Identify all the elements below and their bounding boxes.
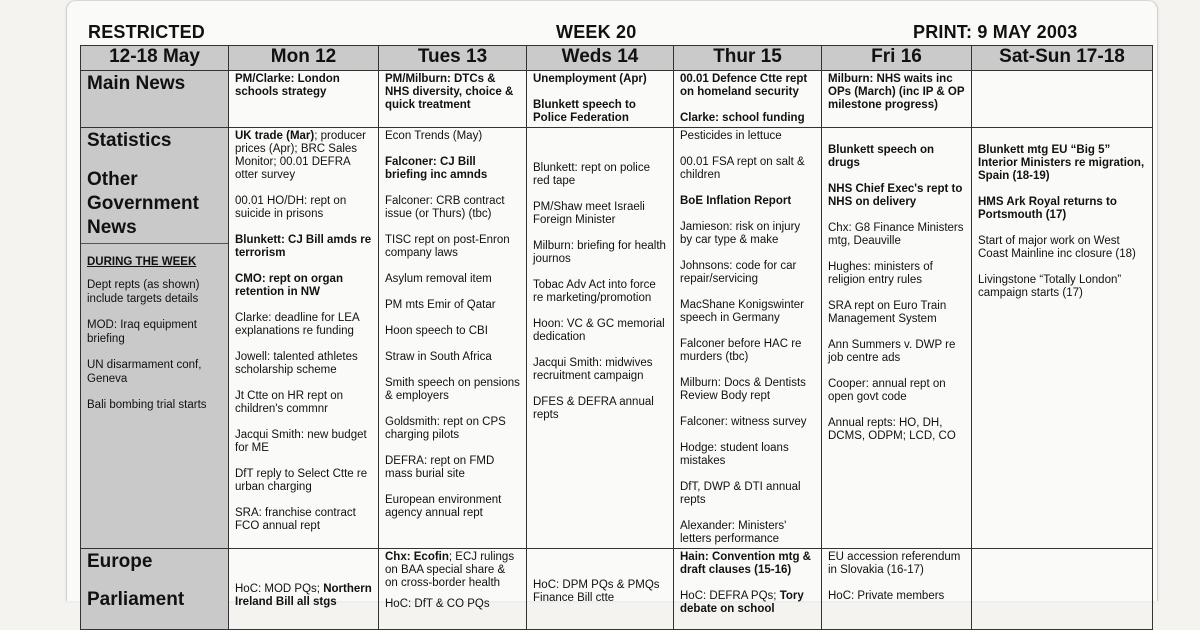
schedule-item-bold: Blunkett mtg EU “Big 5” Interior Ministers re migration, Spain (18-19) [978,144,1145,182]
schedule-item [235,507,372,533]
week-number: WEEK 20 [556,22,637,42]
body-sat-sun [972,128,1152,302]
col-header-week-range: 12-18 May [81,46,229,71]
schedule-item [828,261,965,287]
schedule-item-text: European environment agency annual rept [385,494,502,519]
schedule-item-text: Jacqui Smith: midwives recruitment campaign [533,357,653,382]
body-fri [822,128,971,445]
schedule-item-bold: Falconer: CJ Bill briefing inc amnds [385,156,488,181]
schedule-item-text: Annual repts: HO, DH, DCMS, ODPM; LCD, CO [828,417,956,442]
other-government-news-label: Other Government News [81,158,228,244]
schedule-item [978,274,1146,300]
schedule-item [978,144,1146,183]
col-header-fri: Fri 16 [822,46,972,71]
week-item: UN disarmament conf, Geneva [87,359,202,385]
header-row [81,46,1153,71]
col-header-tue: Tues 13 [379,46,527,71]
schedule-item [385,195,520,221]
schedule-item-bold: CMO: rept on organ retention in NW [235,273,343,298]
schedule-item [533,240,667,266]
parliament-fri: HoC: Private members [828,590,945,602]
parliament-label: Parliament [87,589,185,610]
schedule-item [828,222,965,248]
schedule-item [385,156,520,182]
schedule-item [533,201,667,227]
schedule-item [385,325,520,338]
weekly-grid [80,45,1153,630]
schedule-item-bold: NHS Chief Exec's rept to NHS on delivery [828,183,963,208]
col-header-mon: Mon 12 [229,46,379,71]
parliament-thu-bold: Tory debate on school [680,590,804,615]
main-news-row [81,71,1153,128]
schedule-item [385,130,520,143]
europe-fri: EU accession referendum in Slovakia (16-17) [828,551,961,576]
schedule-item-text: Econ Trends (May) [385,130,483,142]
schedule-item-text: Cooper: annual rept on open govt code [828,378,946,403]
schedule-item-text: Blunkett: rept on police red tape [533,162,650,187]
main-news-label-cell [81,71,229,128]
schedule-item-text: 00.01 HO/DH: rept on suicide in prisons [235,195,347,220]
schedule-item-text: PM mts Emir of Qatar [385,299,496,311]
body-tue [379,128,526,522]
schedule-item-text: Goldsmith: rept on CPS charging pilots [385,416,506,441]
schedule-item-text: Hoon speech to CBI [385,325,488,337]
schedule-item [828,339,965,365]
schedule-item-text: Milburn: briefing for health journos [533,240,666,265]
schedule-item-text: Jamieson: risk on injury by car type & make [680,221,801,246]
schedule-item [680,481,815,507]
schedule-item-text: DEFRA: rept on FMD mass burial site [385,455,495,480]
europe-tue-text: ; ECJ rulings on BAA special share & on cross-border health [385,551,515,589]
schedule-item [235,273,372,299]
europe-parliament-row [81,549,1153,630]
parliament-mon-bold: Northern Ireland Bill all stgs [235,583,372,608]
schedule-item-text: 00.01 FSA rept on salt & children [680,156,805,181]
schedule-item-text: Falconer before HAC re murders (tbc) [680,338,802,363]
body-mon [229,128,378,535]
schedule-item [533,396,667,422]
schedule-item [235,429,372,455]
schedule-item [235,234,372,260]
schedule-item-text: MacShane Konigswinter speech in Germany [680,299,805,324]
parliament-tue: HoC: DfT & CO PQs [385,598,490,610]
schedule-item [385,416,520,442]
main-news-mon: PM/Clarke: London schools strategy [235,73,340,98]
week-item: MOD: Iraq equipment briefing [87,319,197,345]
schedule-item [680,377,815,403]
schedule-item [680,221,815,247]
schedule-item [385,351,520,364]
schedule-item [385,234,520,260]
schedule-item [680,299,815,325]
restricted-label: RESTRICTED [88,22,206,42]
during-the-week-label: DURING THE WEEK [87,256,197,268]
schedule-item-text: Asylum removal item [385,273,492,285]
schedule-item [235,195,372,221]
schedule-item [680,195,815,208]
schedule-item [680,338,815,364]
main-news-fri: Milburn: NHS waits inc OPs (March) (inc IP & OP milestone progress) [828,73,965,111]
col-header-thu: Thur 15 [674,46,822,71]
schedule-item [828,417,965,443]
schedule-item-bold: UK trade (Mar) [235,130,315,142]
col-header-sat-sun: Sat-Sun 17-18 [972,46,1153,71]
schedule-item-text: Alexander: Ministers' letters performance [680,520,787,545]
main-news-wed-1: Unemployment (Apr) [533,73,647,85]
schedule-item [235,468,372,494]
week-item: Bali bombing trial starts [87,399,207,411]
schedule-item-bold: Blunkett: CJ Bill amds re terrorism [235,234,372,259]
schedule-item [828,378,965,404]
schedule-item-text: SRA: franchise contract FCO annual rept [235,507,356,532]
schedule-item-text: Straw in South Africa [385,351,492,363]
schedule-item [680,416,815,429]
europe-thu: Hain: Convention mtg & draft clauses (15-16) [680,551,811,576]
parliament-thu-text: HoC: DEFRA PQs; [680,590,780,602]
schedule-item [680,442,815,468]
main-news-sat [972,71,1152,75]
schedule-item [680,130,815,143]
schedule-item [385,377,520,403]
main-news-tue: PM/Milburn: DTCs & NHS diversity, choice & quick treatment [385,73,514,111]
schedule-item-text: Hodge: student loans mistakes [680,442,789,467]
europe-label-cell [81,549,229,630]
schedule-item-text: DfT reply to Select Ctte re urban charging [235,468,368,493]
schedule-item-text: Falconer: witness survey [680,416,807,428]
schedule-item-text: Johnsons: code for car repair/servicing [680,260,797,285]
europe-tue-bold: Chx: Ecofin [385,551,449,563]
schedule-item [385,299,520,312]
schedule-item [385,273,520,286]
main-news-thu-2: Clarke: school funding [680,112,805,124]
parliament-mon-text: HoC: MOD PQs; [235,583,324,595]
schedule-item [235,312,372,338]
schedule-item [680,260,815,286]
schedule-item [828,144,965,170]
schedule-item [680,520,815,546]
schedule-item-text: SRA rept on Euro Train Management System [828,300,947,325]
schedule-item-text: ; producer prices (Apr); BRC Sales Monitor; 00.01 DEFRA otter survey [235,130,367,181]
schedule-item-text: Clarke: deadline for LEA explanations re funding [235,312,360,337]
schedule-item [828,300,965,326]
schedule-item-text: Ann Summers v. DWP re job centre ads [828,339,956,364]
print-date: PRINT: 9 MAY 2003 [913,22,1078,42]
statistics-label: Statistics [87,130,172,151]
schedule-item [680,156,815,182]
schedule-item [533,357,667,383]
main-news-thu-1: 00.01 Defence Ctte rept on homeland security [680,73,808,98]
schedule-item [533,279,667,305]
schedule-item-text: DFES & DEFRA annual repts [533,396,654,421]
schedule-item [385,494,520,520]
schedule-item-bold: Blunkett speech on drugs [828,144,935,169]
schedule-item-text: PM/Shaw meet Israeli Foreign Minister [533,201,645,226]
schedule-item [235,351,372,377]
col-header-wed: Weds 14 [527,46,674,71]
europe-label: Europe [87,551,153,572]
schedule-item-text: Falconer: CRB contract issue (or Thurs) (tbc) [385,195,505,220]
schedule-item [828,183,965,209]
schedule-item [533,162,667,188]
main-news-label: Main News [87,73,186,94]
schedule-item [978,235,1146,261]
parliament-wed: HoC: DPM PQs & PMQs Finance Bill ctte [533,579,660,604]
schedule-item-text: Hoon: VC & GC memorial dedication [533,318,665,343]
schedule-item-bold: HMS Ark Royal returns to Portsmouth (17) [978,196,1117,221]
schedule-item-text: Jt Ctte on HR rept on children's commnr [235,390,344,415]
schedule-item-text: Chx: G8 Finance Ministers mtg, Deauville [828,222,964,247]
schedule-item-text: Jowell: talented athletes scholarship scheme [235,351,358,376]
body-thu [674,128,821,548]
schedule-item [533,318,667,344]
schedule-item [235,390,372,416]
schedule-item-text: Hughes: ministers of religion entry rules [828,261,933,286]
statistics-label-cell [81,128,229,549]
body-wed [527,128,673,424]
schedule-item-text: Jacqui Smith: new budget for ME [235,429,367,454]
schedule-item-text: Tobac Adv Act into force re marketing/promotion [533,279,656,304]
schedule-item-bold: BoE Inflation Report [680,195,792,207]
main-news-wed-2: Blunkett speech to Police Federation [533,99,636,124]
week-item: Dept repts (as shown) include targets details [87,279,200,305]
schedule-item [385,455,520,481]
schedule-item-text: DfT, DWP & DTI annual repts [680,481,801,506]
schedule-item-text: Smith speech on pensions & employers [385,377,520,402]
schedule-item-text: TISC rept on post-Enron company laws [385,234,510,259]
schedule-item-text: Start of major work on West Coast Mainline inc closure (18) [978,235,1136,260]
schedule-item-text: Milburn: Docs & Dentists Review Body rept [680,377,806,402]
schedule-item [978,196,1146,222]
europe-sat [972,549,1152,553]
schedule-item [235,130,372,182]
schedule-item-text: Livingstone “Totally London” campaign starts (17) [978,274,1122,299]
schedule-item-text: Pesticides in lettuce [680,130,782,142]
statistics-row [81,128,1153,549]
